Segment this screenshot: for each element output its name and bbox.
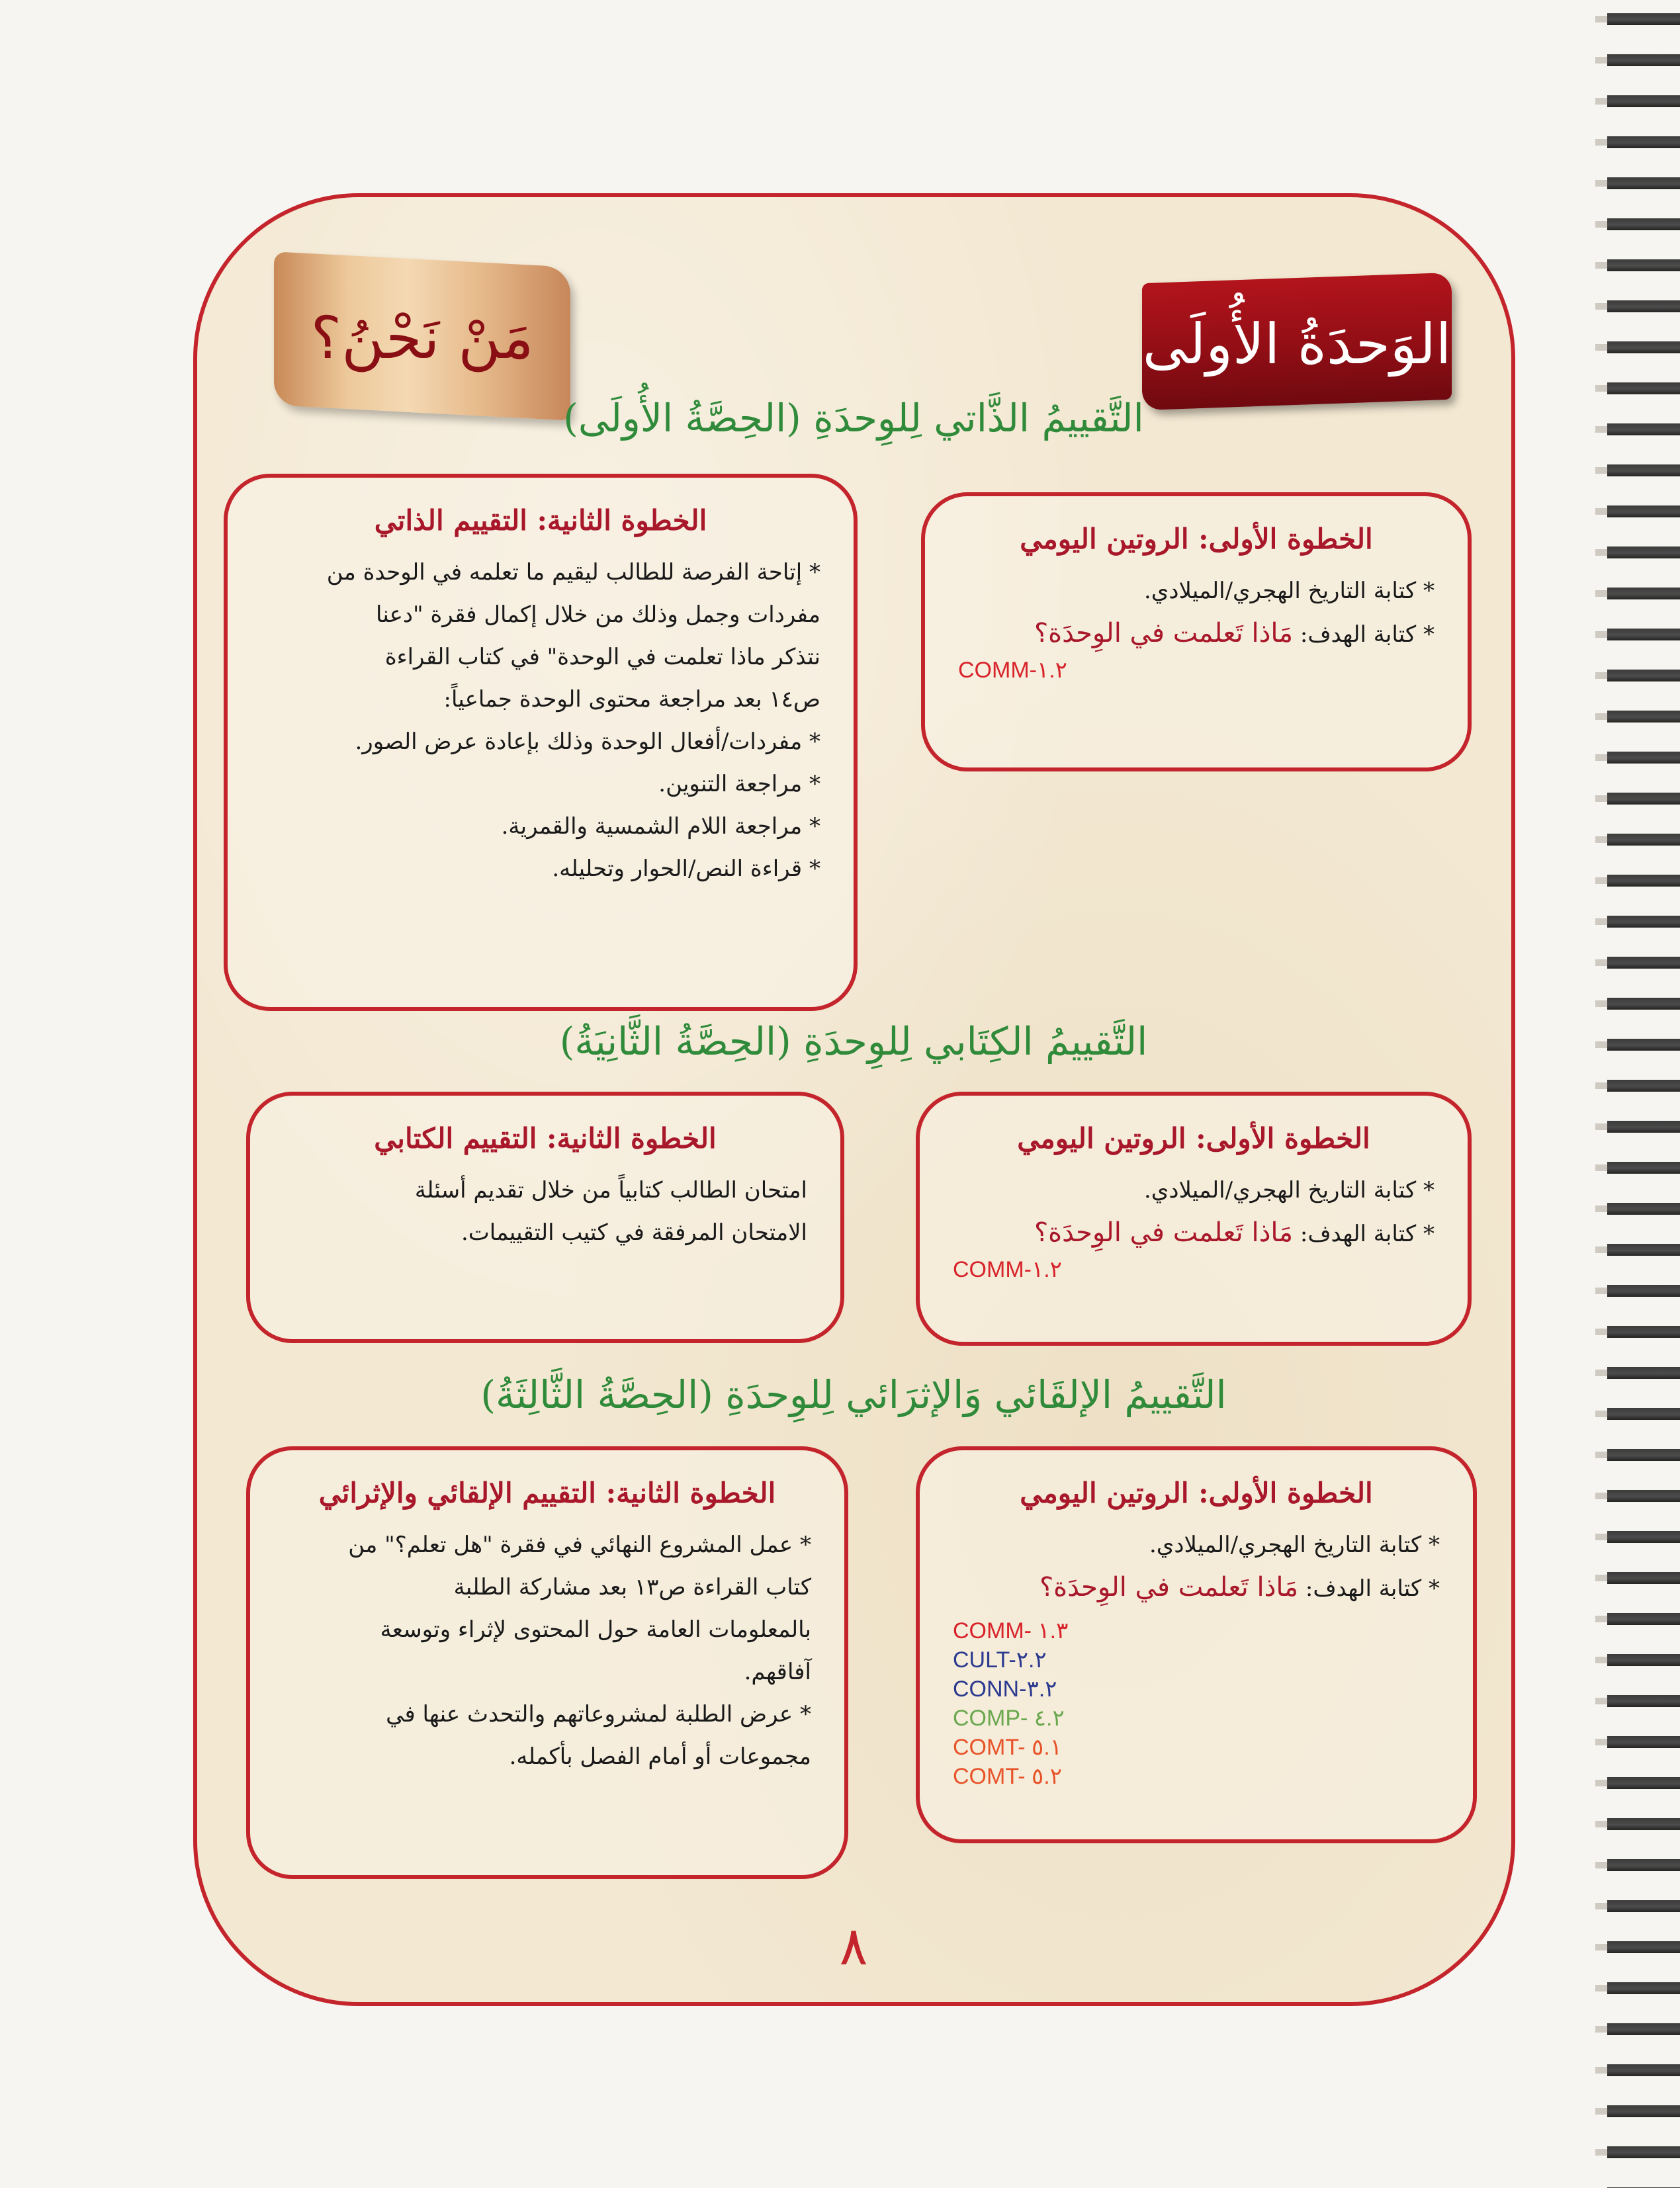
card-step1-daily-routine (916, 1446, 1477, 1843)
card-title: الخطوة الأولى: الروتين اليومي (1017, 1122, 1370, 1155)
card-title: الخطوة الثانية: التقييم الذاتي (374, 504, 707, 537)
text-line: بالمعلومات العامة حول المحتوى لإثراء وتوسعة (380, 1616, 811, 1643)
date-line: * كتابة التاريخ الهجري/الميلادي. (1149, 1532, 1440, 1558)
standard-code: CONN-٣.٢ (953, 1677, 1057, 1702)
text-line: * إتاحة الفرصة للطالب ليقيم ما تعلمه في الوحدة من (326, 559, 820, 586)
section-title-written-assessment: التَّقييمُ الكِتَابي لِلوِحدَةِ (الحِصَّةُ الثَّانِيَةُ) (559, 1019, 1148, 1064)
card-title: الخطوة الأولى: الروتين اليومي (1020, 1477, 1373, 1509)
lesson-title: مَنْ نَحْنُ؟ (310, 303, 534, 372)
text-line: * مفردات/أفعال الوحدة وذلك بإعادة عرض الصور. (355, 728, 820, 755)
standard-code: COMM- ١.٣ (953, 1618, 1069, 1643)
goal-label: * كتابة الهدف: (1300, 621, 1435, 648)
text-line: كتاب القراءة ص١٣ بعد مشاركة الطلبة (453, 1574, 811, 1600)
card-step2-self-assessment (224, 474, 858, 1011)
card-title: الخطوة الثانية: التقييم الكتابي (374, 1122, 717, 1155)
card-step1-daily-routine (916, 1092, 1472, 1346)
goal-label: * كتابة الهدف: (1305, 1575, 1440, 1602)
text-line: آفاقهم. (744, 1659, 811, 1685)
card-title: الخطوة الأولى: الروتين اليومي (1020, 523, 1373, 555)
goal-question: مَاذا تَعلمت في الوِحدَة؟ (1034, 618, 1294, 648)
section-title-oral-enrichment-assessment: التَّقييمُ الإلقَائي وَالإثرَائي لِلوِحدَةِ (الحِصَّةُ الثَّالِثَةُ) (480, 1372, 1227, 1417)
text-line: * عرض الطلبة لمشروعاتهم والتحدث عنها في (386, 1701, 811, 1728)
goal-line (953, 1566, 1440, 1610)
standard-codes-list (953, 1616, 1440, 1791)
text-line: مفردات وجمل وذلك من خلال إكمال فقرة "دعنا (376, 601, 820, 628)
standard-code: COMT- ٥.١ (953, 1735, 1062, 1760)
text-line: الامتحان المرفقة في كتيب التقييمات. (461, 1219, 807, 1246)
text-line: ص١٤ بعد مراجعة محتوى الوحدة جماعياً: (443, 686, 820, 713)
standard-code: COMT- ٥.٢ (953, 1764, 1062, 1789)
text-line: امتحان الطالب كتابياً من خلال تقديم أسئلة (414, 1177, 807, 1203)
spiral-binding (1607, 0, 1680, 2188)
goal-line (958, 612, 1435, 656)
standard-code: COMM-١.٢ (958, 658, 1067, 683)
standard-code: COMP- ٤.٢ (953, 1706, 1065, 1731)
text-line: نتذكر ماذا تعلمت في الوحدة" في كتاب القراءة (384, 644, 820, 670)
goal-line (953, 1211, 1435, 1255)
goal-question: مَاذا تَعلمت في الوِحدَة؟ (1034, 1217, 1294, 1248)
card-step2-written-assessment (246, 1092, 844, 1343)
section-title-self-assessment: التَّقييمُ الذَّاتي لِلوِحدَةِ (الحِصَّةُ الأُولَى) (563, 396, 1144, 441)
card-title: الخطوة الثانية: التقييم الإلقائي والإثرائي (318, 1477, 776, 1509)
date-line: * كتابة التاريخ الهجري/الميلادي. (1144, 578, 1435, 604)
text-line: * قراءة النص/الحوار وتحليله. (552, 855, 820, 882)
text-line: * عمل المشروع النهائي في فقرة "هل تعلم؟" من (348, 1532, 811, 1558)
text-line: * مراجعة التنوين. (658, 771, 820, 797)
standard-code: CULT-٢.٢ (953, 1647, 1047, 1673)
goal-label: * كتابة الهدف: (1300, 1221, 1435, 1247)
card-step1-daily-routine (921, 492, 1472, 771)
unit-title: الوَحدَةُ الأُولَى (1142, 312, 1452, 376)
page-number: ٨ (839, 1915, 868, 1977)
binding-holes (1595, 0, 1607, 2188)
standard-code: COMM-١.٢ (953, 1257, 1062, 1282)
goal-question: مَاذا تَعلمت في الوِحدَة؟ (1039, 1572, 1299, 1602)
text-line: * مراجعة اللام الشمسية والقمرية. (501, 813, 820, 840)
date-line: * كتابة التاريخ الهجري/الميلادي. (1144, 1177, 1435, 1203)
text-line: مجموعات أو أمام الفصل بأكمله. (509, 1743, 811, 1770)
card-step2-oral-enrichment-assessment (246, 1446, 848, 1879)
